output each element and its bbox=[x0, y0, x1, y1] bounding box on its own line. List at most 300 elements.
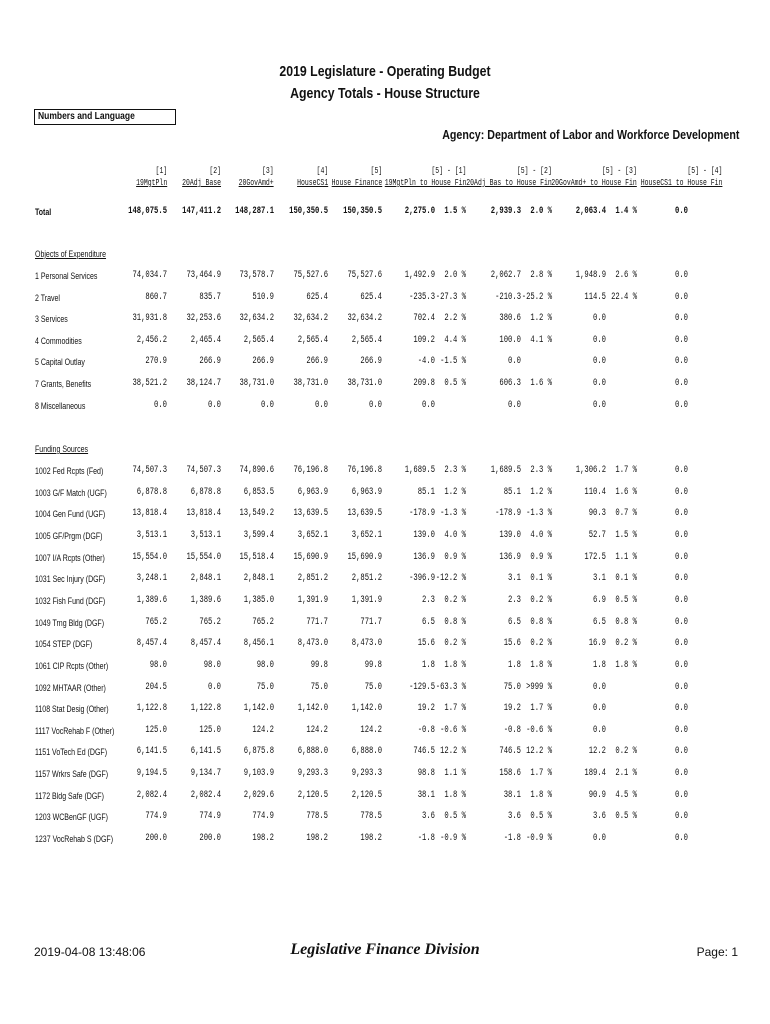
cell-value: 0.9 % bbox=[444, 551, 466, 563]
cell-value: 139.0 bbox=[413, 529, 435, 541]
cell-value: 1.8 % bbox=[615, 659, 637, 671]
cell-value: 2,120.5 bbox=[351, 789, 382, 801]
row-label: 8 Miscellaneous bbox=[35, 400, 86, 411]
cell-value: 0.0 bbox=[261, 399, 274, 411]
cell-value: 98.0 bbox=[203, 659, 221, 671]
column-header bbox=[331, 165, 382, 189]
cell-value: 200.0 bbox=[145, 833, 167, 845]
cell-value: 0.5 % bbox=[615, 594, 637, 606]
cell-value: 1,142.0 bbox=[351, 703, 382, 715]
cell-value: 2.6 % bbox=[615, 270, 637, 281]
cell-value: 74,507.3 bbox=[132, 465, 167, 476]
cell-value: 0.0 bbox=[675, 573, 688, 585]
cell-value: 0.0 bbox=[675, 551, 688, 563]
cell-value: 0.5 % bbox=[444, 811, 466, 823]
cell-value: -1.3 % bbox=[526, 508, 552, 520]
box-label: Numbers and Language bbox=[38, 111, 135, 122]
cell-value: 38.1 bbox=[503, 789, 521, 801]
column-number: [5] bbox=[370, 166, 382, 176]
cell-value: 4.0 % bbox=[530, 529, 552, 541]
cell-value: 209.8 bbox=[413, 378, 435, 389]
cell-value: 13,818.4 bbox=[186, 508, 221, 520]
cell-value: 6,888.0 bbox=[297, 746, 328, 758]
cell-value: 1.7 % bbox=[444, 703, 466, 715]
cell-value: 0.2 % bbox=[615, 638, 637, 650]
footer-page-number: Page: 1 bbox=[696, 945, 738, 959]
cell-value: 9,194.5 bbox=[136, 768, 167, 780]
cell-value: 0.0 bbox=[675, 508, 688, 520]
cell-value: 4.4 % bbox=[444, 334, 466, 346]
row-label: 1031 Sec Injury (DGF) bbox=[35, 574, 106, 585]
column-header bbox=[297, 165, 328, 189]
cell-value: 1.8 % bbox=[444, 789, 466, 801]
cell-value: 200.0 bbox=[199, 833, 221, 845]
cell-value: 125.0 bbox=[199, 724, 221, 736]
cell-value: 765.2 bbox=[199, 616, 221, 628]
cell-value: 98.0 bbox=[149, 659, 167, 671]
cell-value: 0.8 % bbox=[444, 616, 466, 628]
cell-value: 38,731.0 bbox=[239, 378, 274, 389]
row-label: 1007 I/A Rcpts (Other) bbox=[35, 552, 105, 563]
cell-value: 765.2 bbox=[145, 616, 167, 628]
column-name: HouseCS1 bbox=[296, 178, 328, 188]
cell-value: 6,963.9 bbox=[351, 486, 382, 498]
cell-value: 1.1 % bbox=[615, 551, 637, 563]
cell-value: 1,689.5 bbox=[404, 465, 435, 476]
cell-value: 90.9 bbox=[588, 789, 606, 801]
cell-value: 198.2 bbox=[306, 833, 328, 845]
cell-value: 2.3 % bbox=[530, 465, 552, 476]
cell-value: 3.1 bbox=[508, 573, 521, 585]
cell-value: 0.2 % bbox=[444, 594, 466, 606]
row-label: 5 Capital Outlay bbox=[35, 357, 85, 368]
cell-value: 189.4 bbox=[584, 768, 606, 780]
cell-value: 1,391.9 bbox=[351, 594, 382, 606]
cell-value: 148,075.5 bbox=[128, 206, 167, 217]
cell-value: 13,818.4 bbox=[132, 508, 167, 520]
cell-value: 2,851.2 bbox=[297, 573, 328, 585]
cell-value: -12.2 % bbox=[435, 573, 466, 585]
cell-value: -0.8 bbox=[417, 724, 435, 736]
cell-value: 85.1 bbox=[503, 486, 521, 498]
cell-value: 12.2 % bbox=[526, 746, 552, 758]
cell-value: 2.3 bbox=[422, 594, 435, 606]
cell-value: 2,848.1 bbox=[243, 573, 274, 585]
cell-value: 6,141.5 bbox=[190, 746, 221, 758]
column-number: [2] bbox=[209, 166, 221, 176]
cell-value: 52.7 bbox=[588, 529, 606, 541]
cell-value: 0.0 bbox=[675, 356, 688, 368]
cell-value: 13,549.2 bbox=[239, 508, 274, 520]
cell-value: -0.8 bbox=[503, 724, 521, 736]
cell-value: 0.0 bbox=[593, 313, 606, 325]
cell-value: 2,082.4 bbox=[136, 789, 167, 801]
cell-value: 1,391.9 bbox=[297, 594, 328, 606]
cell-value: 2.3 bbox=[508, 594, 521, 606]
cell-value: 198.2 bbox=[360, 833, 382, 845]
section-title: Funding Sources bbox=[35, 444, 89, 454]
column-name: 20GovAmd+ bbox=[239, 178, 274, 188]
cell-value: 0.0 bbox=[593, 724, 606, 736]
cell-value: 32,634.2 bbox=[347, 313, 382, 325]
cell-value: 0.0 bbox=[675, 206, 688, 217]
cell-value: 0.0 bbox=[675, 833, 688, 845]
cell-value: 0.0 bbox=[208, 681, 221, 693]
row-label: 1004 Gen Fund (UGF) bbox=[35, 509, 106, 520]
cell-value: 3,513.1 bbox=[136, 529, 167, 541]
cell-value: 0.0 bbox=[508, 356, 521, 368]
cell-value: 2.0 % bbox=[530, 206, 552, 217]
cell-value: 3,513.1 bbox=[190, 529, 221, 541]
cell-value: 0.0 bbox=[675, 594, 688, 606]
cell-value: 172.5 bbox=[584, 551, 606, 563]
cell-value: 8,473.0 bbox=[297, 638, 328, 650]
cell-value: -129.5 bbox=[409, 681, 435, 693]
column-number: [4] bbox=[316, 166, 328, 176]
cell-value: 8,473.0 bbox=[351, 638, 382, 650]
cell-value: 625.4 bbox=[360, 291, 382, 303]
cell-value: 0.0 bbox=[675, 291, 688, 303]
cell-value: 774.9 bbox=[199, 811, 221, 823]
cell-value: 98.0 bbox=[256, 659, 274, 671]
row-label: 1054 STEP (DGF) bbox=[35, 639, 93, 650]
cell-value: 1,948.9 bbox=[575, 270, 606, 281]
cell-value: 114.5 bbox=[584, 291, 606, 303]
cell-value: 15.6 bbox=[503, 638, 521, 650]
cell-value: 1.5 % bbox=[615, 529, 637, 541]
cell-value: 13,639.5 bbox=[347, 508, 382, 520]
cell-value: 9,293.3 bbox=[351, 768, 382, 780]
cell-value: 860.7 bbox=[145, 291, 167, 303]
cell-value: 702.4 bbox=[413, 313, 435, 325]
cell-value: 2,062.7 bbox=[490, 270, 521, 281]
cell-value: 266.9 bbox=[360, 356, 382, 368]
cell-value: 0.1 % bbox=[530, 573, 552, 585]
cell-value: 74,034.7 bbox=[132, 270, 167, 281]
cell-value: 0.0 bbox=[593, 399, 606, 411]
cell-value: -0.9 % bbox=[526, 833, 552, 845]
cell-value: 100.0 bbox=[499, 334, 521, 346]
cell-value: 0.0 bbox=[422, 399, 435, 411]
column-name: 20Adj Base bbox=[182, 178, 221, 188]
cell-value: 266.9 bbox=[199, 356, 221, 368]
cell-value: 1.8 bbox=[593, 659, 606, 671]
cell-value: 3,248.1 bbox=[136, 573, 167, 585]
cell-value: 6.5 bbox=[422, 616, 435, 628]
cell-value: 139.0 bbox=[499, 529, 521, 541]
cell-value: 1.8 bbox=[422, 659, 435, 671]
column-number: [5] - [1] bbox=[431, 166, 466, 176]
cell-value: 270.9 bbox=[145, 356, 167, 368]
column-name: 19MgtPln bbox=[135, 178, 167, 188]
cell-value: 136.9 bbox=[499, 551, 521, 563]
cell-value: 0.0 bbox=[675, 724, 688, 736]
cell-value: 0.0 bbox=[675, 378, 688, 389]
cell-value: 0.0 bbox=[675, 746, 688, 758]
row-label: 4 Commodities bbox=[35, 335, 82, 346]
cell-value: 15,690.9 bbox=[347, 551, 382, 563]
cell-value: 1,142.0 bbox=[297, 703, 328, 715]
cell-value: 6,141.5 bbox=[136, 746, 167, 758]
cell-value: 0.8 % bbox=[530, 616, 552, 628]
cell-value: 6.5 bbox=[508, 616, 521, 628]
footer-datetime: 2019-04-08 13:48:06 bbox=[34, 945, 146, 959]
cell-value: -1.8 bbox=[417, 833, 435, 845]
cell-value: 8,456.1 bbox=[243, 638, 274, 650]
cell-value: 2,465.4 bbox=[190, 334, 221, 346]
cell-value: 0.0 bbox=[675, 681, 688, 693]
cell-value: 0.0 bbox=[675, 529, 688, 541]
cell-value: 746.5 bbox=[499, 746, 521, 758]
cell-value: 76,196.8 bbox=[347, 465, 382, 476]
cell-value: 2,848.1 bbox=[190, 573, 221, 585]
row-label: 7 Grants, Benefits bbox=[35, 379, 92, 389]
cell-value: 771.7 bbox=[306, 616, 328, 628]
cell-value: 2,565.4 bbox=[297, 334, 328, 346]
cell-value: 31,931.8 bbox=[132, 313, 167, 325]
column-number: [3] bbox=[262, 166, 274, 176]
cell-value: 1.6 % bbox=[530, 378, 552, 389]
cell-value: 6,878.8 bbox=[190, 486, 221, 498]
cell-value: 0.2 % bbox=[530, 638, 552, 650]
cell-value: 32,253.6 bbox=[186, 313, 221, 325]
cell-value: 266.9 bbox=[252, 356, 274, 368]
cell-value: 74,890.6 bbox=[239, 465, 274, 476]
cell-value: -235.3 bbox=[409, 291, 435, 303]
cell-value: 625.4 bbox=[306, 291, 328, 303]
cell-value: 6,853.5 bbox=[243, 486, 274, 498]
cell-value: -4.0 bbox=[417, 356, 435, 368]
row-label: 1237 VocRehab S (DGF) bbox=[35, 834, 114, 845]
cell-value: 4.5 % bbox=[615, 789, 637, 801]
cell-value: 4.0 % bbox=[444, 529, 466, 541]
cell-value: 9,103.9 bbox=[243, 768, 274, 780]
cell-value: 0.5 % bbox=[530, 811, 552, 823]
cell-value: -25.2 % bbox=[521, 291, 552, 303]
cell-value: 15,554.0 bbox=[186, 551, 221, 563]
column-name: 20Adj Bas to House Fin bbox=[466, 178, 552, 188]
cell-value: 38.1 bbox=[417, 789, 435, 801]
cell-value: 2.3 % bbox=[444, 465, 466, 476]
section-title: Objects of Expenditure bbox=[35, 249, 107, 259]
cell-value: 8,457.4 bbox=[136, 638, 167, 650]
cell-value: 6,888.0 bbox=[351, 746, 382, 758]
cell-value: 1,389.6 bbox=[190, 594, 221, 606]
cell-value: 0.0 bbox=[369, 399, 382, 411]
row-label: 1151 VoTech Ed (DGF) bbox=[35, 747, 108, 758]
cell-value: 32,634.2 bbox=[293, 313, 328, 325]
cell-value: 125.0 bbox=[145, 724, 167, 736]
column-header bbox=[239, 165, 274, 189]
cell-value: 0.0 bbox=[593, 681, 606, 693]
cell-value: -0.9 % bbox=[440, 833, 466, 845]
cell-value: 1.4 % bbox=[615, 206, 637, 217]
row-label: 1005 GF/Prgm (DGF) bbox=[35, 530, 103, 541]
cell-value: 99.8 bbox=[364, 659, 382, 671]
cell-value: 0.7 % bbox=[615, 508, 637, 520]
cell-value: 1,689.5 bbox=[490, 465, 521, 476]
cell-value: 98.8 bbox=[417, 768, 435, 780]
cell-value: 0.0 bbox=[675, 703, 688, 715]
cell-value: 0.0 bbox=[675, 334, 688, 346]
row-label: 1203 WCBenGF (UGF) bbox=[35, 812, 108, 823]
cell-value: 0.2 % bbox=[444, 638, 466, 650]
column-number: [1] bbox=[155, 166, 167, 176]
cell-value: 2,939.3 bbox=[490, 206, 521, 217]
cell-value: -178.9 bbox=[495, 508, 521, 520]
cell-value: 0.5 % bbox=[615, 811, 637, 823]
cell-value: 0.0 bbox=[675, 789, 688, 801]
column-number: [5] - [4] bbox=[687, 166, 722, 176]
row-label: 1061 CIP Rcpts (Other) bbox=[35, 660, 109, 671]
cell-value: 73,578.7 bbox=[239, 270, 274, 281]
cell-value: 9,293.3 bbox=[297, 768, 328, 780]
cell-value: 0.1 % bbox=[615, 573, 637, 585]
cell-value: 15,690.9 bbox=[293, 551, 328, 563]
cell-value: 4.1 % bbox=[530, 334, 552, 346]
cell-value: 2,120.5 bbox=[297, 789, 328, 801]
cell-value: 2,565.4 bbox=[351, 334, 382, 346]
cell-value: 380.6 bbox=[499, 313, 521, 325]
cell-value: 32,634.2 bbox=[239, 313, 274, 325]
cell-value: 75.0 bbox=[364, 681, 382, 693]
cell-value: 1.2 % bbox=[444, 486, 466, 498]
cell-value: 12.2 % bbox=[440, 746, 466, 758]
cell-value: 266.9 bbox=[306, 356, 328, 368]
cell-value: 0.0 bbox=[508, 399, 521, 411]
cell-value: 0.0 bbox=[675, 638, 688, 650]
cell-value: 0.0 bbox=[675, 616, 688, 628]
cell-value: 0.2 % bbox=[615, 746, 637, 758]
cell-value: 0.5 % bbox=[444, 378, 466, 389]
cell-value: 19.2 bbox=[503, 703, 521, 715]
cell-value: 774.9 bbox=[145, 811, 167, 823]
cell-value: 6.5 bbox=[593, 616, 606, 628]
cell-value: 148,287.1 bbox=[235, 206, 274, 217]
cell-value: 3.6 bbox=[593, 811, 606, 823]
cell-value: 2,275.0 bbox=[404, 206, 435, 217]
cell-value: 0.0 bbox=[675, 811, 688, 823]
cell-value: 765.2 bbox=[252, 616, 274, 628]
cell-value: 1,389.6 bbox=[136, 594, 167, 606]
cell-value: 75.0 bbox=[310, 681, 328, 693]
cell-value: 124.2 bbox=[252, 724, 274, 736]
cell-value: 1.7 % bbox=[615, 465, 637, 476]
cell-value: 85.1 bbox=[417, 486, 435, 498]
row-label: 3 Services bbox=[35, 314, 68, 325]
cell-value: 75,527.6 bbox=[293, 270, 328, 281]
cell-value: 158.6 bbox=[499, 768, 521, 780]
cell-value: 0.0 bbox=[593, 833, 606, 845]
column-header bbox=[182, 165, 221, 189]
cell-value: 124.2 bbox=[306, 724, 328, 736]
cell-value: 1.1 % bbox=[444, 768, 466, 780]
cell-value: 1.8 % bbox=[530, 659, 552, 671]
row-label: 1157 Wrkrs Safe (DGF) bbox=[35, 769, 109, 780]
numbers-and-language-box bbox=[34, 109, 176, 125]
cell-value: 12.2 bbox=[588, 746, 606, 758]
row-label: 1117 VocRehab F (Other) bbox=[35, 725, 115, 736]
cell-value: 16.9 bbox=[588, 638, 606, 650]
cell-value: 0.0 bbox=[675, 313, 688, 325]
cell-value: 0.0 bbox=[593, 334, 606, 346]
cell-value: 38,731.0 bbox=[293, 378, 328, 389]
cell-value: >999 % bbox=[526, 681, 552, 693]
cell-value: 606.3 bbox=[499, 378, 521, 389]
cell-value: 0.0 bbox=[675, 270, 688, 281]
cell-value: 2,565.4 bbox=[243, 334, 274, 346]
cell-value: 2.1 % bbox=[615, 768, 637, 780]
report-title: 2019 Legislature - Operating Budget bbox=[279, 63, 491, 80]
cell-value: -1.5 % bbox=[440, 356, 466, 368]
agency-label: Agency: Department of Labor and Workforce Development bbox=[441, 127, 739, 142]
cell-value: 0.0 bbox=[675, 465, 688, 476]
cell-value: 74,507.3 bbox=[186, 465, 221, 476]
cell-value: -178.9 bbox=[409, 508, 435, 520]
cell-value: 13,639.5 bbox=[293, 508, 328, 520]
cell-value: 15,554.0 bbox=[132, 551, 167, 563]
cell-value: 73,464.9 bbox=[186, 270, 221, 281]
cell-value: 75,527.6 bbox=[347, 270, 382, 281]
row-label: 1172 Bldg Safe (DGF) bbox=[35, 790, 104, 801]
column-name: HouseCS1 to House Fin bbox=[640, 178, 722, 188]
cell-value: 9,134.7 bbox=[190, 768, 221, 780]
cell-value: 0.0 bbox=[675, 486, 688, 498]
column-number: [5] - [2] bbox=[517, 166, 552, 176]
cell-value: 75.0 bbox=[503, 681, 521, 693]
cell-value: 1.8 bbox=[508, 659, 521, 671]
cell-value: 76,196.8 bbox=[293, 465, 328, 476]
cell-value: 1,306.2 bbox=[575, 465, 606, 476]
cell-value: 150,350.5 bbox=[289, 206, 328, 217]
cell-value: 0.8 % bbox=[615, 616, 637, 628]
report-subtitle: Agency Totals - House Structure bbox=[290, 85, 480, 102]
cell-value: 6.9 bbox=[593, 594, 606, 606]
cell-value: 90.3 bbox=[588, 508, 606, 520]
cell-value: 0.0 bbox=[593, 378, 606, 389]
cell-value: 38,124.7 bbox=[186, 378, 221, 389]
cell-value: 2,029.6 bbox=[243, 789, 274, 801]
cell-value: 1.2 % bbox=[530, 486, 552, 498]
cell-value: -63.3 % bbox=[435, 681, 466, 693]
cell-value: -0.6 % bbox=[440, 724, 466, 736]
row-label: 2 Travel bbox=[35, 292, 60, 303]
column-name: 20GovAmd+ to House Fin bbox=[551, 178, 637, 188]
cell-value: 0.0 bbox=[315, 399, 328, 411]
footer-division: Legislative Finance Division bbox=[290, 941, 480, 958]
row-label: 1049 Trng Bldg (DGF) bbox=[35, 617, 105, 628]
cell-value: -396.9 bbox=[409, 573, 435, 585]
cell-value: 2,082.4 bbox=[190, 789, 221, 801]
cell-value: -1.3 % bbox=[440, 508, 466, 520]
cell-value: 778.5 bbox=[306, 811, 328, 823]
cell-value: 2.0 % bbox=[444, 270, 466, 281]
cell-value: 1.8 % bbox=[530, 789, 552, 801]
cell-value: -0.6 % bbox=[526, 724, 552, 736]
cell-value: 38,521.2 bbox=[132, 378, 167, 389]
cell-value: 771.7 bbox=[360, 616, 382, 628]
cell-value: 3.6 bbox=[508, 811, 521, 823]
cell-value: 8,457.4 bbox=[190, 638, 221, 650]
column-header bbox=[551, 165, 637, 189]
cell-value: 1.7 % bbox=[530, 703, 552, 715]
column-header bbox=[640, 165, 722, 189]
row-label: 1002 Fed Rcpts (Fed) bbox=[35, 466, 104, 476]
cell-value: 136.9 bbox=[413, 551, 435, 563]
cell-value: 6,875.8 bbox=[243, 746, 274, 758]
cell-value: 2,851.2 bbox=[351, 573, 382, 585]
cell-value: 6,878.8 bbox=[136, 486, 167, 498]
